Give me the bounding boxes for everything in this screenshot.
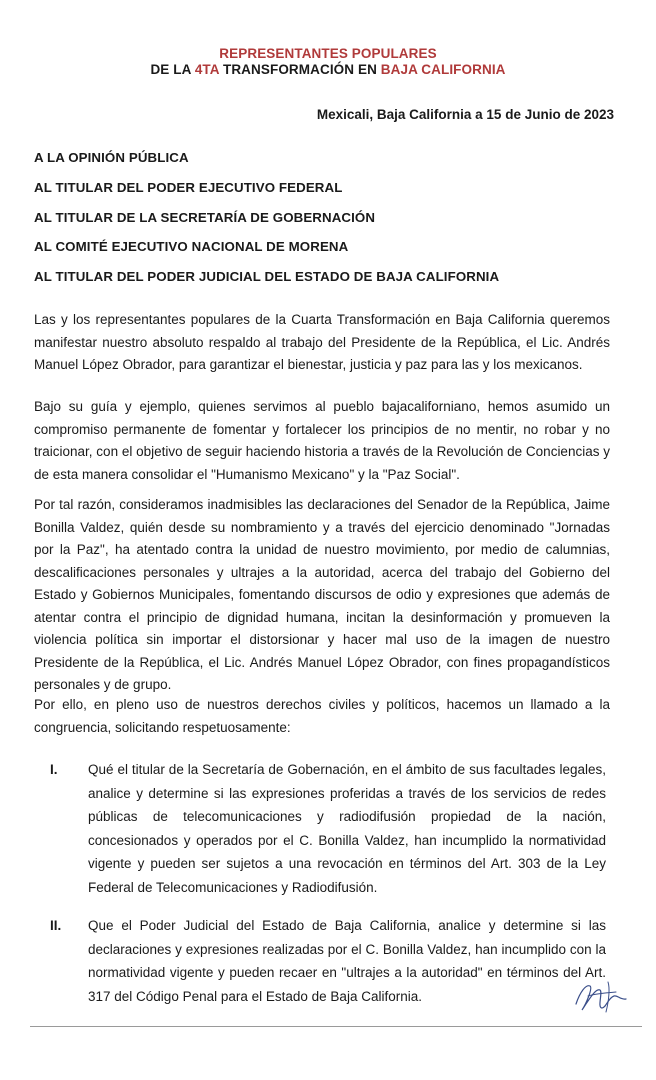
header-title-line2 <box>0 62 656 77</box>
list-item-text-2: Que el Poder Judicial del Estado de Baja California, analice y determine si las declaraciones y expresiones realizadas por el C. Bonilla Valdez, han incumplido con la normatividad vigente y pueden recaer en "ultrajes a la autoridad" en términos del Art. 317 del Código Penal para el Estado de Baja California. <box>88 918 606 1004</box>
list-item-text-1: Qué el titular de la Secretaría de Gobernación, en el ámbito de sus facultades legales, analice y determine si las expresiones proferidas a través de los servicios de redes públicas de telecomunicaciones y radiodifusión propiedad de la nación, concesionados y operados por el C. Bonilla Valdez, han incumplido la normatividad vigente y pueden ser sujetos a una revocación en términos del Art. 303 de la Ley Federal de Telecomunicaciones y Radiodifusión. <box>88 762 606 895</box>
addressee-4: AL COMITÉ EJECUTIVO NACIONAL DE MORENA <box>34 239 349 254</box>
paragraph-2: Bajo su guía y ejemplo, quienes servimos al pueblo bajacaliforniano, hemos asumido un compromiso permanente de fomentar y fortalecer los principios de no mentir, no robar y no traicionar, con el objetivo de seguir haciendo historia a través de la Revolución de Conciencias y de esta manera consolidar el "Humanismo Mexicano" y la "Paz Social". <box>34 399 610 482</box>
paragraph-4: Por ello, en pleno uso de nuestros derechos civiles y políticos, hacemos un llamado a la congruencia, solicitando respetuosamente: <box>34 697 610 735</box>
header-line2-highlight-state: BAJA CALIFORNIA <box>380 62 506 77</box>
date-line: Mexicali, Baja California a 15 de Junio de 2023 <box>316 107 614 122</box>
header-line2-prefix: DE LA <box>150 62 195 77</box>
header-title-line1: REPRESENTANTES POPULARES <box>219 46 437 61</box>
paragraph-1: Las y los representantes populares de la Cuarta Transformación en Baja California queremos manifestar nuestro absoluto respaldo al trabajo del Presidente de la República, el Lic. Andrés Manuel López Obrador, para garantizar el bienestar, justicia y paz para las y los mexicanos. <box>34 312 610 372</box>
header-line2-middle: TRANSFORMACIÓN EN <box>219 62 381 77</box>
list-item-number-2: II. <box>50 918 62 933</box>
signature-icon <box>570 974 630 1018</box>
addressee-1: A LA OPINIÓN PÚBLICA <box>34 150 189 165</box>
header-line2-highlight-4ta: 4TA <box>194 62 220 77</box>
addressee-2: AL TITULAR DEL PODER EJECUTIVO FEDERAL <box>34 180 343 195</box>
paragraph-3: Por tal razón, consideramos inadmisibles las declaraciones del Senador de la República, Jaime Bonilla Valdez, quién desde su nombramiento y a través del ejercicio denominado "Jornadas por la Paz", ha atentado contra la unidad de nuestro movimiento, por medio de calumnias, descalificaciones personales y ultrajes a la autoridad, acerca del trabajo del Gobierno del Estado y Gobiernos Municipales, fomentando discursos de odio y expresiones que además de atentar contra el principio de dignidad humana, incitan la desinformación y promueven la violencia política sin importar el distorsionar y hacer mal uso de la imagen de nuestro Presidente de la República, el Lic. Andrés Manuel López Obrador, con fines propagandísticos personales y de grupo. <box>34 497 610 692</box>
footer-divider <box>30 1026 642 1027</box>
addressee-3: AL TITULAR DE LA SECRETARÍA DE GOBERNACIÓN <box>34 210 376 225</box>
addressee-5: AL TITULAR DEL PODER JUDICIAL DEL ESTADO DE BAJA CALIFORNIA <box>34 269 500 284</box>
list-item-number-1: I. <box>50 762 58 777</box>
